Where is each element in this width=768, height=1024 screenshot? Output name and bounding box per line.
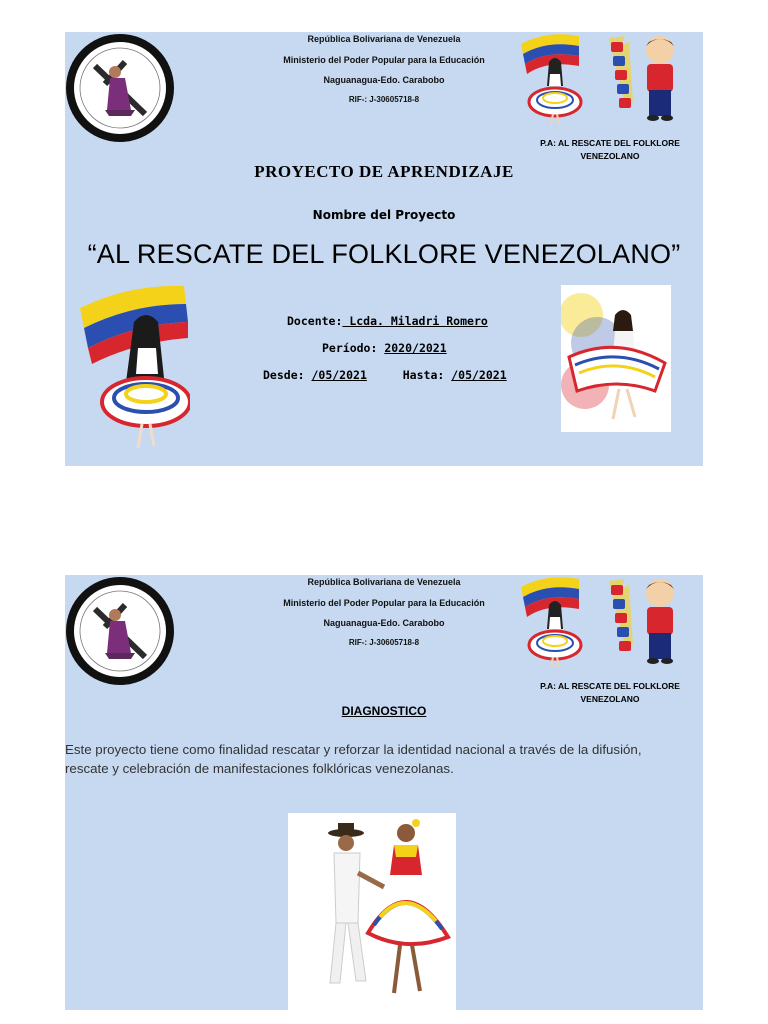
- header-republica: República Bolivariana de Venezuela: [307, 577, 461, 587]
- school-logo: [65, 575, 175, 687]
- project-type-title: PROYECTO DE APRENDIZAJE: [254, 162, 514, 181]
- project-name-label: Nombre del Proyecto: [312, 208, 456, 222]
- boy-venezuela-illustration: [605, 575, 685, 665]
- pa-title-line2: VENEZOLANO: [580, 151, 640, 161]
- diagnostico-line1: Este proyecto tiene como finalidad rescatar y reforzar la identidad nacional a través de la difusión,: [65, 742, 642, 757]
- pa-title-line1: P.A: AL RESCATE DEL FOLKLORE: [540, 681, 680, 691]
- pa-title-line1: P.A: AL RESCATE DEL FOLKLORE: [540, 138, 680, 148]
- boy-venezuela-illustration: [605, 32, 685, 122]
- header-rif: RIF-: J-30605718-8: [348, 638, 420, 647]
- desde-label: Desde:: [263, 368, 305, 382]
- dancing-couple-image: [288, 813, 456, 1010]
- project-name: “AL RESCATE DEL FOLKLORE VENEZOLANO”: [87, 239, 681, 269]
- docente-label: Docente:: [287, 314, 343, 328]
- periodo-value: 2020/2021: [384, 341, 447, 355]
- dancer-flag-illustration: [517, 32, 587, 128]
- diagnostico-page: [65, 575, 703, 1010]
- dancer-watercolor-image: [561, 285, 671, 432]
- header-location: Naguanagua-Edo. Carabobo: [323, 75, 445, 85]
- periodo-label: Período:: [322, 341, 378, 355]
- dancer-with-flag-illustration: [80, 278, 190, 458]
- dancer-flag-illustration: [517, 575, 587, 671]
- pa-title-line2: VENEZOLANO: [580, 694, 640, 704]
- dates-line: [263, 368, 507, 382]
- header-ministerio: Ministerio del Poder Popular para la Educación: [283, 598, 485, 608]
- hasta-label: Hasta:: [402, 368, 445, 382]
- periodo-line: [322, 341, 447, 355]
- header-republica: República Bolivariana de Venezuela: [307, 34, 461, 44]
- diagnostico-heading: DIAGNOSTICO: [341, 704, 427, 718]
- docente-value: Lcda. Miladri Romero: [342, 314, 488, 328]
- diagnostico-paragraph: [65, 740, 703, 778]
- header-ministerio: Ministerio del Poder Popular para la Educación: [283, 55, 485, 65]
- docente-line: [287, 314, 488, 328]
- header-rif: RIF-: J-30605718-8: [348, 95, 420, 104]
- desde-value: /05/2021: [311, 368, 367, 382]
- school-logo: [65, 32, 175, 144]
- header-location: Naguanagua-Edo. Carabobo: [323, 618, 445, 628]
- hasta-value: /05/2021: [451, 368, 507, 382]
- diagnostico-line2: rescate y celebración de manifestaciones folklóricas venezolanas.: [65, 761, 454, 776]
- cover-page: [65, 32, 703, 466]
